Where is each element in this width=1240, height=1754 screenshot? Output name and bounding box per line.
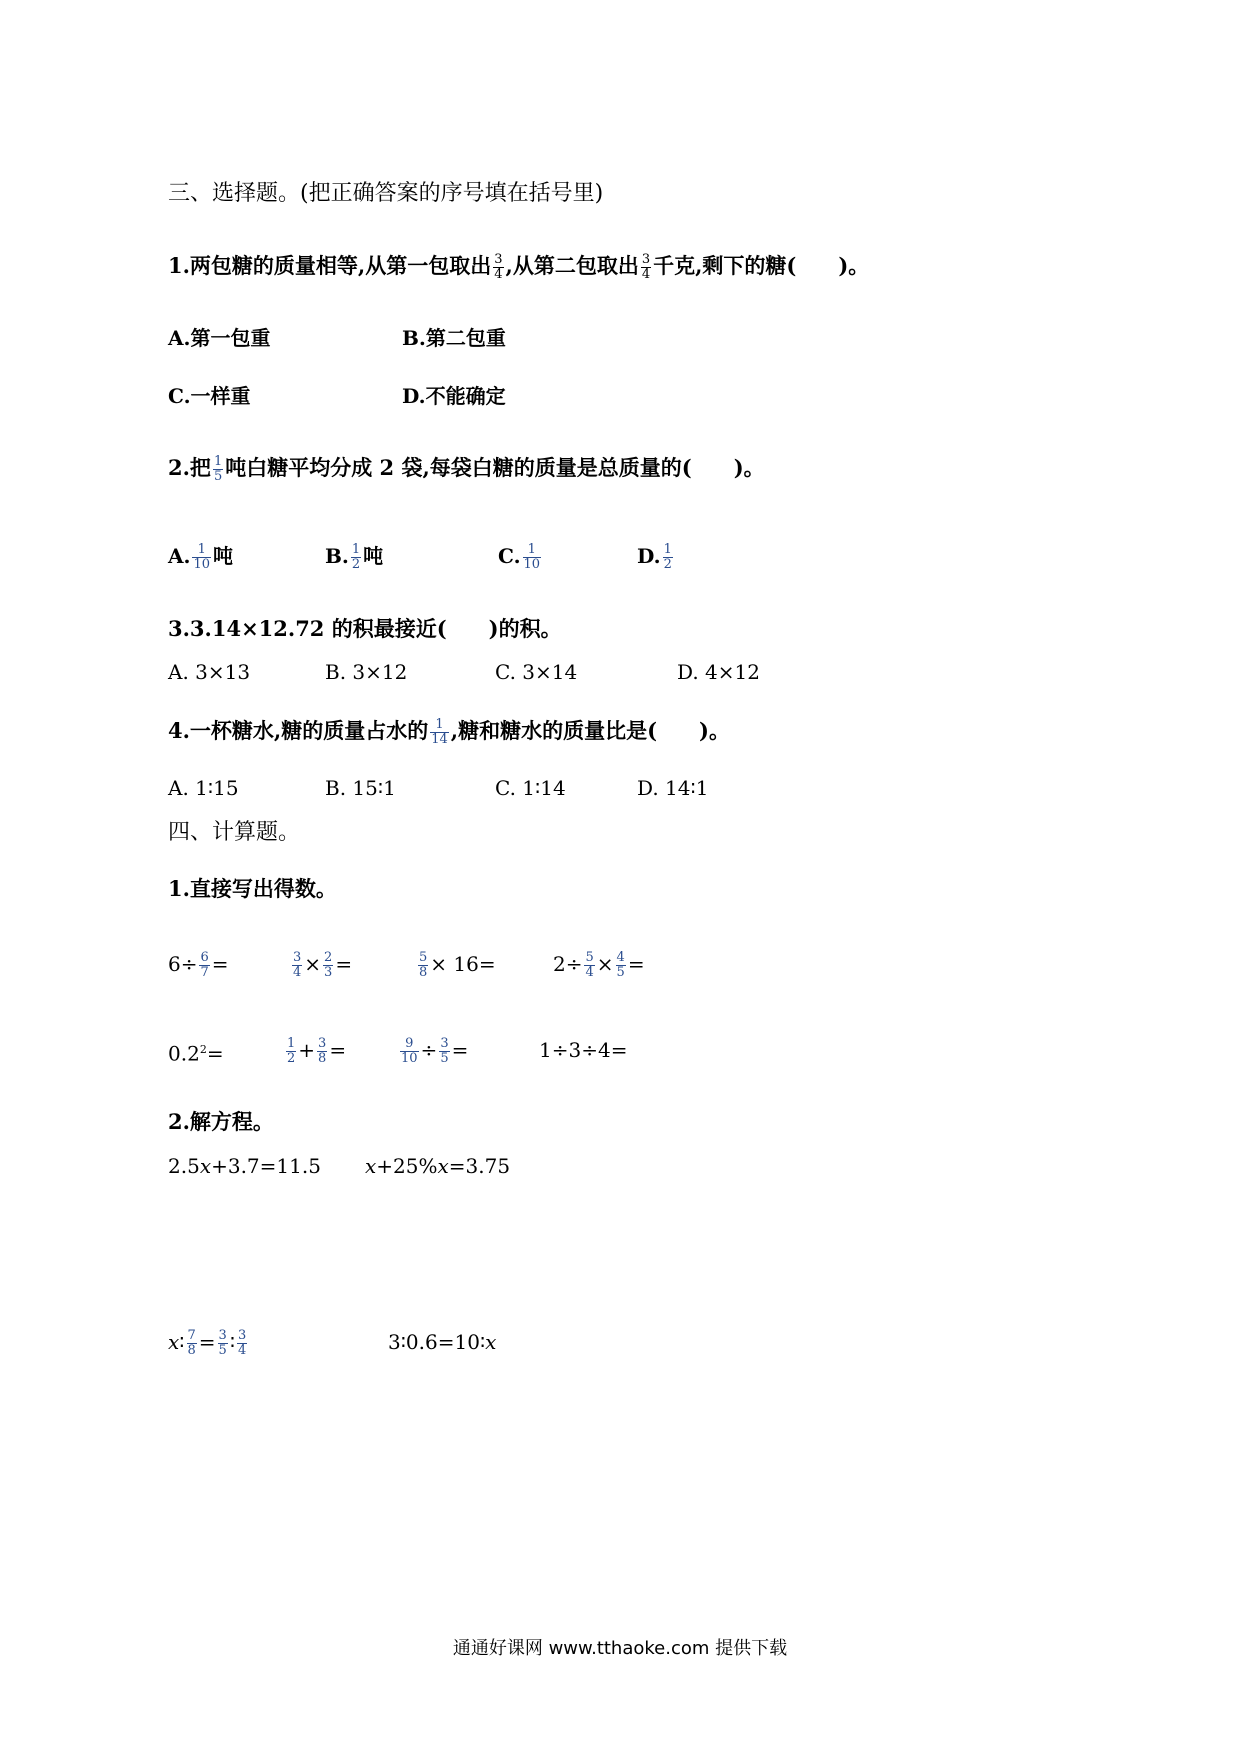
calc-expr-1-fraction: $\frac{6}{7}$ [200, 950, 209, 980]
calc-expr-5: $0.2^2=$ [168, 1041, 224, 1066]
calc-expr-2: $\frac{3}{4}$ × $\frac{2}{3}$ = [293, 950, 353, 980]
calc-expr-2-fraction-1: $\frac{3}{4}$ [293, 950, 302, 980]
q4-option-b: B. 15∶1 [325, 776, 396, 800]
calc-expr-8: 1÷3÷4= [539, 1038, 628, 1062]
calc-expr-2-fraction-2: $\frac{2}{3}$ [324, 950, 333, 980]
section-3-title: 三、选择题。(把正确答案的序号填在括号里) [168, 181, 604, 206]
q1-text-c: 千克,剩下的糖( )。 [653, 253, 870, 278]
q1-option-d: D.不能确定 [402, 384, 506, 408]
section-4-title: 四、计算题。 [168, 820, 301, 845]
q2-option-d-fraction: $\frac{1}{2}$ [663, 542, 672, 572]
calc-expr-7-fraction-2: $\frac{3}{5}$ [440, 1036, 449, 1066]
equations-title: 2.解方程。 [168, 1109, 274, 1134]
calc-expr-7-fraction-1: $\frac{9}{10}$ [401, 1036, 418, 1066]
q2-option-b-fraction: $\frac{1}{2}$ [351, 542, 361, 572]
calc-expr-7: $\frac{9}{10}$ ÷ $\frac{3}{5}$ = [401, 1036, 469, 1066]
q3-option-c: C. 3×14 [495, 660, 578, 684]
q4-text-a: 4.一杯糖水,糖的质量占水的 [168, 718, 429, 743]
equation-3-fraction-1: $\frac{7}{8}$ [187, 1328, 196, 1358]
q2-option-c: C. $\frac{1}{10}$ [498, 542, 541, 572]
equation-3-fraction-3: $\frac{3}{4}$ [238, 1328, 247, 1358]
q2-option-a: A. $\frac{1}{10}$ 吨 [168, 542, 234, 572]
q2-option-c-fraction: $\frac{1}{10}$ [523, 542, 541, 572]
calc-expr-3: $\frac{5}{8}$ × 16= [419, 950, 496, 980]
q2-option-b: B. $\frac{1}{2}$ 吨 [325, 542, 384, 572]
equation-2: x+25%x=3.75 [365, 1154, 511, 1178]
question-2 [168, 452, 765, 484]
q1-text-a: 1.两包糖的质量相等,从第一包取出 [168, 253, 492, 278]
q4-text-b: ,糖和糖水的质量比是( )。 [450, 718, 730, 743]
question-1 [168, 250, 869, 282]
q1-option-b: B.第二包重 [402, 326, 506, 350]
equation-3-fraction-2: $\frac{3}{5}$ [218, 1328, 227, 1358]
calc-expr-4-fraction-1: $\frac{5}{4}$ [585, 950, 594, 980]
question-4 [168, 715, 730, 747]
equation-1: 2.5x+3.7=11.5 [168, 1154, 321, 1178]
q2-option-d: D. $\frac{1}{2}$ [637, 542, 672, 572]
question-3: 3.3.14×12.72 的积最接近( )的积。 [168, 616, 562, 641]
q3-option-a: A. 3×13 [168, 660, 251, 684]
calc-expr-6: $\frac{1}{2}$ + $\frac{3}{8}$ = [287, 1036, 347, 1066]
q1-text-b: ,从第二包取出 [505, 253, 639, 278]
calc-expr-6-fraction-1: $\frac{1}{2}$ [287, 1036, 296, 1066]
calc-expr-6-fraction-2: $\frac{3}{8}$ [318, 1036, 327, 1066]
q1-fraction-1: $\frac{3}{4}$ [494, 252, 503, 282]
q2-text-b: 吨白糖平均分成 2 袋,每袋白糖的质量是总质量的( )。 [225, 455, 765, 480]
q4-option-a: A. 1∶15 [168, 776, 239, 800]
equation-4: 3∶0.6=10∶x [388, 1330, 497, 1354]
q3-option-b: B. 3×12 [325, 660, 408, 684]
q3-option-d: D. 4×12 [677, 660, 760, 684]
q2-text-a: 2.把 [168, 455, 211, 480]
q4-fraction: $\frac{1}{14}$ [431, 717, 448, 747]
calc-expr-4-fraction-2: $\frac{4}{5}$ [616, 950, 625, 980]
q1-option-c: C.一样重 [168, 384, 251, 408]
q1-fraction-2: $\frac{3}{4}$ [641, 252, 651, 282]
calc-title: 1.直接写出得数。 [168, 876, 337, 901]
q2-fraction: $\frac{1}{5}$ [213, 454, 223, 484]
calc-expr-3-fraction: $\frac{5}{8}$ [419, 950, 428, 980]
q4-option-d: D. 14∶1 [637, 776, 709, 800]
q1-option-a: A.第一包重 [168, 326, 271, 350]
q2-option-a-fraction: $\frac{1}{10}$ [193, 542, 211, 572]
calc-expr-4: 2÷ $\frac{5}{4}$ × $\frac{4}{5}$ = [553, 950, 645, 980]
equation-3: x∶ $\frac{7}{8}$ = $\frac{3}{5}$ ∶ $\frac{3}{4}$ [168, 1328, 247, 1358]
q4-option-c: C. 1∶14 [495, 776, 566, 800]
footer-source: 通通好课网 www.tthaoke.com 提供下载 [452, 1638, 788, 1659]
calc-expr-1: 6÷ $\frac{6}{7}$ = [168, 950, 229, 980]
